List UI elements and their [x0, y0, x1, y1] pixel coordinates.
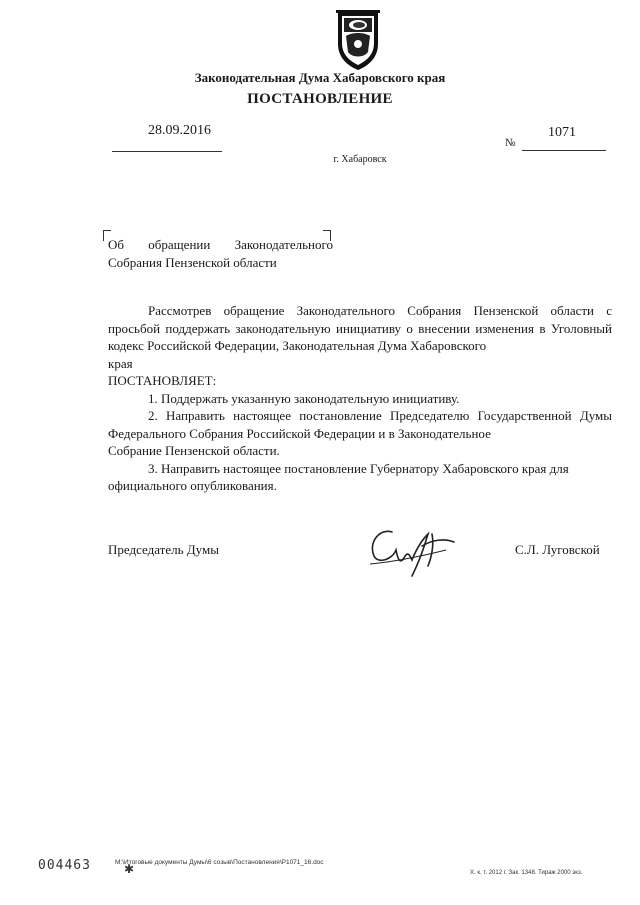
number-label: №	[505, 137, 516, 149]
number-underline	[522, 150, 606, 151]
resolves-heading: ПОСТАНОВЛЯЕТ:	[108, 373, 217, 388]
item-2: 2. Направить настоящее постановление Председателю Государственной Думы Федерального Собрания Российской Федерации и в Законодательное	[108, 408, 612, 441]
date-underline	[112, 151, 222, 152]
coat-of-arms-emblem	[330, 8, 386, 72]
document-date: 28.09.2016	[148, 123, 211, 138]
file-path-note: М:\Итоговые документы Думы\6 созыв\Постановления\Р1071_16.doc	[115, 859, 324, 866]
subject-word: Об	[108, 237, 125, 252]
document-body	[108, 302, 612, 495]
asterisk-mark: ✱	[124, 862, 135, 876]
city-label: г. Хабаровск	[333, 154, 387, 165]
item-1: 1. Поддержать указанную законодательную инициативу.	[148, 390, 460, 406]
document-number: 1071	[548, 125, 576, 140]
subject-line-1	[108, 236, 333, 254]
subject-word: обращении	[148, 237, 211, 252]
registration-number: 004463	[38, 858, 91, 873]
handwritten-signature	[362, 520, 462, 580]
preamble-paragraph: Рассмотрев обращение Законодательного Собрания Пензенской области с просьбой поддержать законодательную инициативу о внесении изменения в Уголовный кодекс Российской Федерации, Законодательная Дума Хабаровского	[108, 303, 612, 353]
item-2-last-line: Собрание Пензенской области.	[108, 443, 280, 458]
document-type-title: ПОСТАНОВЛЕНИЕ	[247, 91, 393, 107]
subject-word: Законодательного	[234, 237, 333, 252]
signatory-name: С.Л. Луговской	[515, 542, 600, 557]
organization-name: Законодательная Дума Хабаровского края	[194, 70, 446, 85]
print-info: Х. к. т. 2012 г. Зак. 1348. Тираж 2000 экз.	[470, 870, 583, 876]
signatory-title: Председатель Думы	[108, 542, 219, 557]
item-3: 3. Направить настоящее постановление Губернатору Хабаровского края для	[148, 460, 569, 476]
document-subject	[108, 236, 333, 272]
subject-line-2: Собрания Пензенской области	[108, 255, 277, 270]
preamble-last-line: края	[108, 355, 133, 371]
item-3-last-line: официального опубликования.	[108, 478, 277, 493]
